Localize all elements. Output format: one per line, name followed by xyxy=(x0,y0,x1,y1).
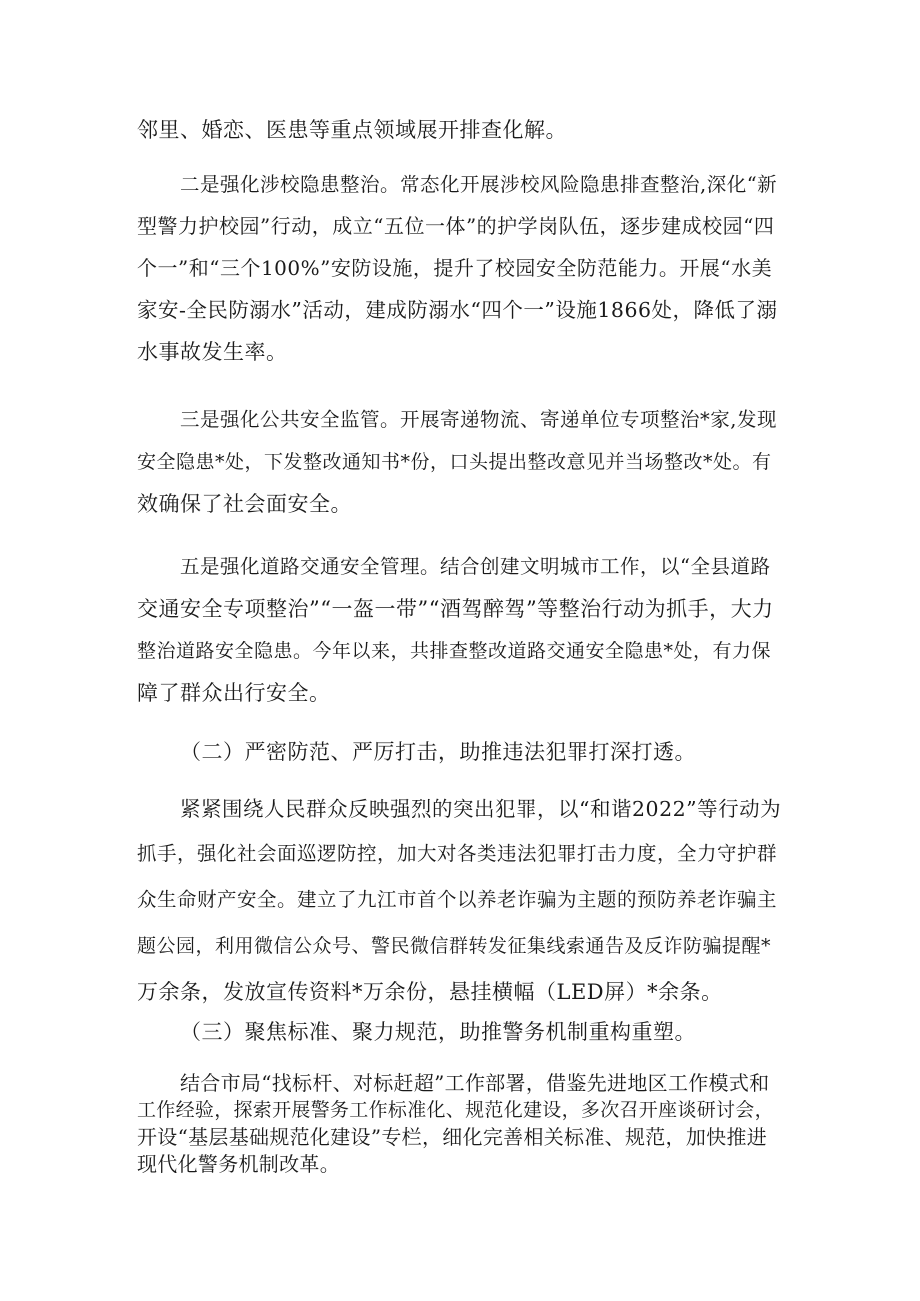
section-heading: （三）聚焦标准、聚力规范，助推警务机制重构重塑。 xyxy=(180,1020,696,1044)
paragraph-line: 三是强化公共安全监管。开展寄递物流、寄递单位专项整治*家,发现 xyxy=(180,408,777,431)
paragraph-line: 开设“基层基础规范化建设”专栏，细化完善相关标准、规范，加快推进 xyxy=(137,1125,768,1149)
paragraph-line: 现代化警务机制改革。 xyxy=(137,1152,340,1176)
paragraph-line: 工作经验，探索开展警务工作标准化、规范化建设，多次召开座谈研讨会， xyxy=(137,1099,774,1121)
paragraph-line: 效确保了社会面安全。 xyxy=(137,492,352,516)
paragraph-line: 二是强化涉校隐患整治。常态化开展涉校风险隐患排查整治,深化“新 xyxy=(180,173,778,196)
paragraph-line: 抓手，强化社会面巡逻防控，加大对各类违法犯罪打击力度，全力守护群 xyxy=(137,842,778,865)
paragraph-line: 水事故发生率。 xyxy=(137,340,288,364)
paragraph-line: 紧紧围绕人民群众反映强烈的突出犯罪，以“和谐2022”等行动为 xyxy=(180,797,782,821)
paragraph-line: 型警力护校园”行动，成立“五位一体”的护学岗队伍，逐步建成校园“四 xyxy=(137,214,775,238)
paragraph-line: 五是强化道路交通安全管理。结合创建文明城市工作，以“全县道路 xyxy=(180,555,771,578)
paragraph-line: 万余条，发放宣传资料*万余份，悬挂横幅（LED屏）*余条。 xyxy=(137,980,723,1004)
paragraph-line: 交通安全专项整治”“一盔一带”“酒驾醉驾”等整治行动为抓手，大力 xyxy=(137,597,774,621)
section-heading: （二）严密防范、严厉打击，助推违法犯罪打深打透。 xyxy=(180,740,696,764)
paragraph-line: 安全隐患*处，下发整改通知书*份，口头提出整改意见并当场整改*处。有 xyxy=(137,451,772,473)
paragraph-line: 整治道路安全隐患。今年以来，共排查整改道路交通安全隐患*处，有力保 xyxy=(137,640,772,662)
paragraph-line: 家安-全民防溺水”活动，建成防溺水“四个一”设施1866处，降低了溺 xyxy=(137,298,778,322)
paragraph-line: 题公园，利用微信公众号、警民微信群转发征集线索通告及反诈防骗提醒* xyxy=(137,935,772,957)
paragraph-line: 障了群众出行安全。 xyxy=(137,681,331,705)
paragraph-line: 结合市局“找标杆、对标赶超”工作部署，借鉴先进地区工作模式和 xyxy=(180,1071,770,1095)
paragraph-line: 众生命财产安全。建立了九江市首个以养老诈骗为主题的预防养老诈骗主 xyxy=(137,888,778,911)
paragraph-line: 个一”和“三个100%”安防设施，提升了校园安全防范能力。开展“水美 xyxy=(137,256,773,280)
paragraph-line: 邻里、婚恋、医患等重点领域展开排查化解。 xyxy=(137,118,567,142)
